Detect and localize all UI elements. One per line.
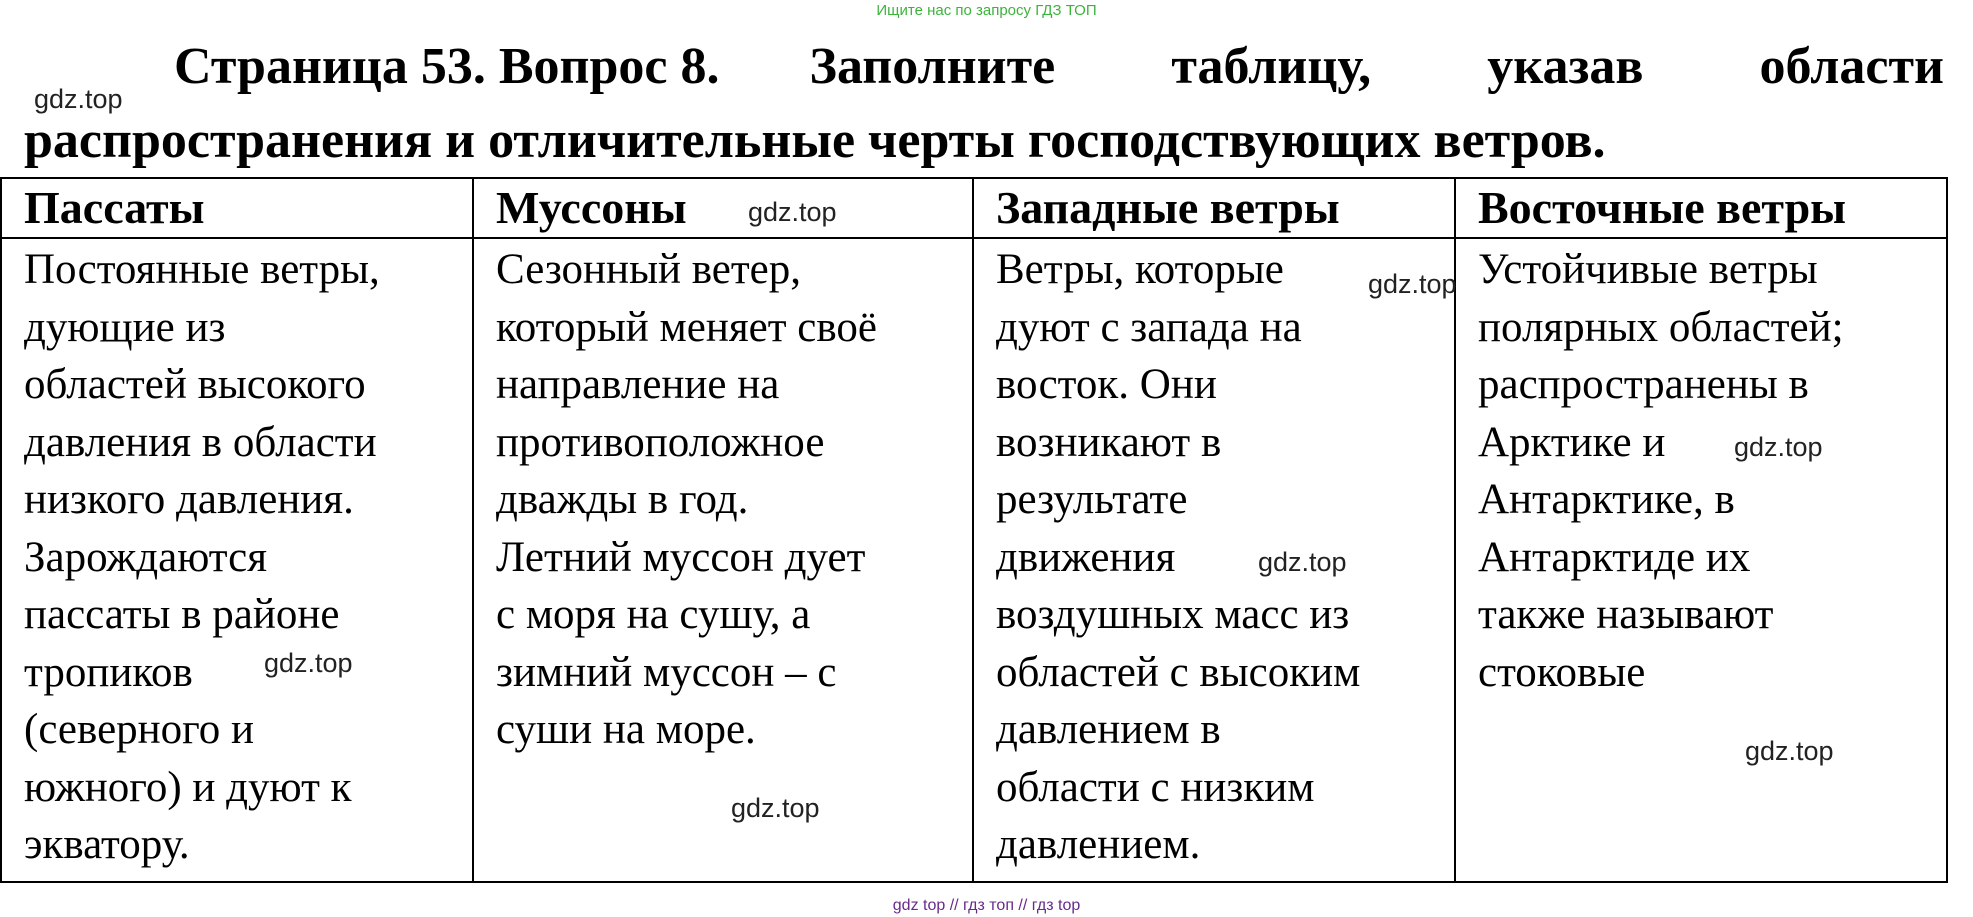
table-row <box>1 238 1947 882</box>
header-westerlies: Западные ветры <box>973 178 1455 238</box>
cell-line: давлением в <box>996 706 1221 753</box>
cell-line: областей высокого <box>24 361 366 408</box>
header-monsoons: Муссоны <box>473 178 973 238</box>
task-heading <box>24 30 1944 178</box>
cell-line: Устойчивые ветры <box>1478 246 1818 293</box>
cell-line: Арктике и <box>1478 418 1666 466</box>
cell-line: давления в области <box>24 418 377 466</box>
table-header-row <box>1 178 1947 238</box>
cell-line: Зарождаются <box>24 533 267 581</box>
cell-line: низкого давления. <box>24 476 354 523</box>
cell-line: областей с высоким <box>996 648 1361 696</box>
cell-line: Ветры, которые <box>996 246 1284 293</box>
cell-line: Антарктиде их <box>1478 533 1751 581</box>
task-word: Заполните <box>809 38 1056 95</box>
watermark: gdz.top <box>748 197 837 227</box>
cell-line: воздушных масс из <box>996 591 1350 638</box>
cell-easterlies <box>1455 238 1947 882</box>
cell-line: экватору. <box>24 821 190 868</box>
cell-line: (северного и <box>24 706 254 753</box>
cell-line: восток. Они <box>996 361 1217 408</box>
cell-line: дующие из <box>24 303 226 351</box>
cell-line: южного) и дуют к <box>24 763 352 811</box>
heading-line-1 <box>24 30 1944 104</box>
cell-line: тропиков <box>24 648 193 696</box>
page-reference: Страница 53. Вопрос 8. <box>174 38 720 95</box>
cell-line: Летний муссон дует <box>496 533 866 581</box>
watermark: gdz.top <box>1258 547 1347 577</box>
cell-line: Антарктике, в <box>1478 476 1735 523</box>
cell-line: распространены в <box>1478 361 1809 408</box>
heading-line-2: распространения и отличительные черты господствующих ветров. <box>24 112 1606 169</box>
task-word: указав <box>1487 38 1644 95</box>
watermark: gdz.top <box>731 793 820 823</box>
task-word: области <box>1759 38 1944 95</box>
bottom-links[interactable]: gdz top // гдз топ // гдз top <box>892 897 1081 914</box>
cell-line: также называют <box>1478 591 1774 638</box>
cell-line: пассаты в районе <box>24 591 340 638</box>
cell-line: дважды в год. <box>496 476 749 523</box>
watermark: gdz.top <box>1745 736 1834 766</box>
cell-line: суши на море. <box>496 706 756 753</box>
cell-line: с моря на сушу, а <box>496 591 811 638</box>
cell-line: дуют с запада на <box>996 303 1302 351</box>
cell-line: противоположное <box>496 418 825 466</box>
cell-line: Сезонный ветер, <box>496 246 801 293</box>
cell-line: результате <box>996 476 1188 523</box>
watermark: gdz.top <box>1734 432 1823 462</box>
cell-line: полярных областей; <box>1478 303 1844 351</box>
watermark: gdz.top <box>34 84 123 114</box>
cell-line: Постоянные ветры, <box>24 246 380 293</box>
cell-line: давлением. <box>996 821 1201 868</box>
task-word: таблицу, <box>1171 38 1372 95</box>
cell-line: возникают в <box>996 418 1222 466</box>
cell-line: стоковые <box>1478 648 1646 696</box>
watermark: gdz.top <box>264 648 353 678</box>
watermark: gdz.top <box>1368 269 1457 299</box>
cell-line: зимний муссон – с <box>496 648 837 696</box>
cell-westerlies <box>973 238 1455 882</box>
header-easterlies: Восточные ветры <box>1455 178 1947 238</box>
cell-line: движения <box>996 533 1176 581</box>
task-text <box>810 30 1945 104</box>
cell-monsoons <box>473 238 973 882</box>
top-banner[interactable]: Ищите нас по запросу ГДЗ ТОП <box>876 2 1097 19</box>
cell-trade-winds <box>1 238 473 882</box>
cell-line: области с низким <box>996 763 1315 811</box>
winds-table <box>0 177 1948 883</box>
header-trade-winds: Пассаты <box>1 178 473 238</box>
cell-line: направление на <box>496 361 780 408</box>
cell-line: который меняет своё <box>496 303 877 351</box>
